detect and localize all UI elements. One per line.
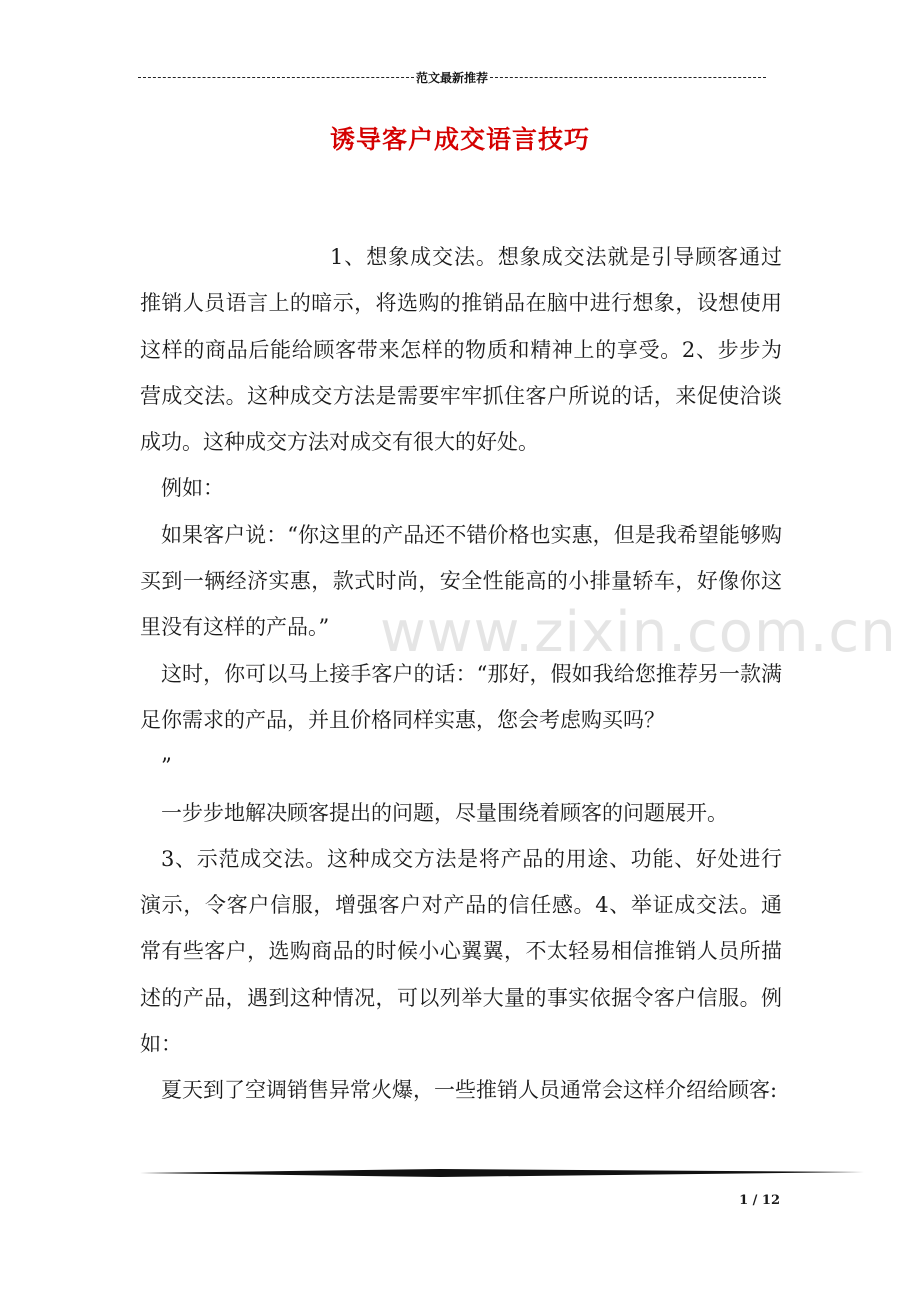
paragraph-7: 3、示范成交法。这种成交方法是将产品的用途、功能、好处进行演示，令客户信服，增强客户对产品的信任感。4、举证成交法。通常有些客户，选购商品的时候小心翼翼，不太轻易相信推销人员所描述的产品，遇到这种情况，可以列举大量的事实依据令客户信服。例如： (140, 846, 782, 1057)
page-header (138, 66, 766, 88)
paragraph-5: ” (161, 754, 172, 779)
header-dash-right (490, 77, 766, 78)
header-dash-left (138, 77, 414, 78)
page-number: 1 / 12 (739, 1193, 780, 1208)
footer-rule (140, 1166, 864, 1180)
watermark: www.zixin.com.cn (380, 600, 897, 665)
document-body (140, 234, 782, 1114)
header-label: 范文最新推荐 (416, 70, 489, 85)
paragraph-8: 夏天到了空调销售异常火爆，一些推销人员通常会这样介绍给顾客: (161, 1078, 778, 1103)
paragraph-4: 这时，你可以马上接手客户的话：“那好，假如我给您推荐另一款满足你需求的产品，并且价格同样实惠，您会考虑购买吗？ (140, 661, 782, 732)
paragraph-1: 1、想象成交法。想象成交法就是引导顾客通过推销人员语言上的暗示，将选购的推销品在脑中进行想象，设想使用这样的商品后能给顾客带来怎样的物质和精神上的享受。2、步步为营成交法。这种成交方法是需要牢牢抓住客户所说的话，来促使洽谈成功。这种成交方法对成交有很大的好处。 (140, 245, 782, 455)
document-title: 诱导客户成交语言技巧 (329, 125, 590, 154)
paragraph-3: 如果客户说：“你这里的产品还不错价格也实惠，但是我希望能够购买到一辆经济实惠，款式时尚，安全性能高的小排量轿车，好像你这里没有这样的产品。” (140, 522, 782, 640)
paragraph-2: 例如： (161, 476, 224, 501)
paragraph-6: 一步步地解决顾客提出的问题，尽量围绕着顾客的问题展开。 (161, 800, 728, 825)
